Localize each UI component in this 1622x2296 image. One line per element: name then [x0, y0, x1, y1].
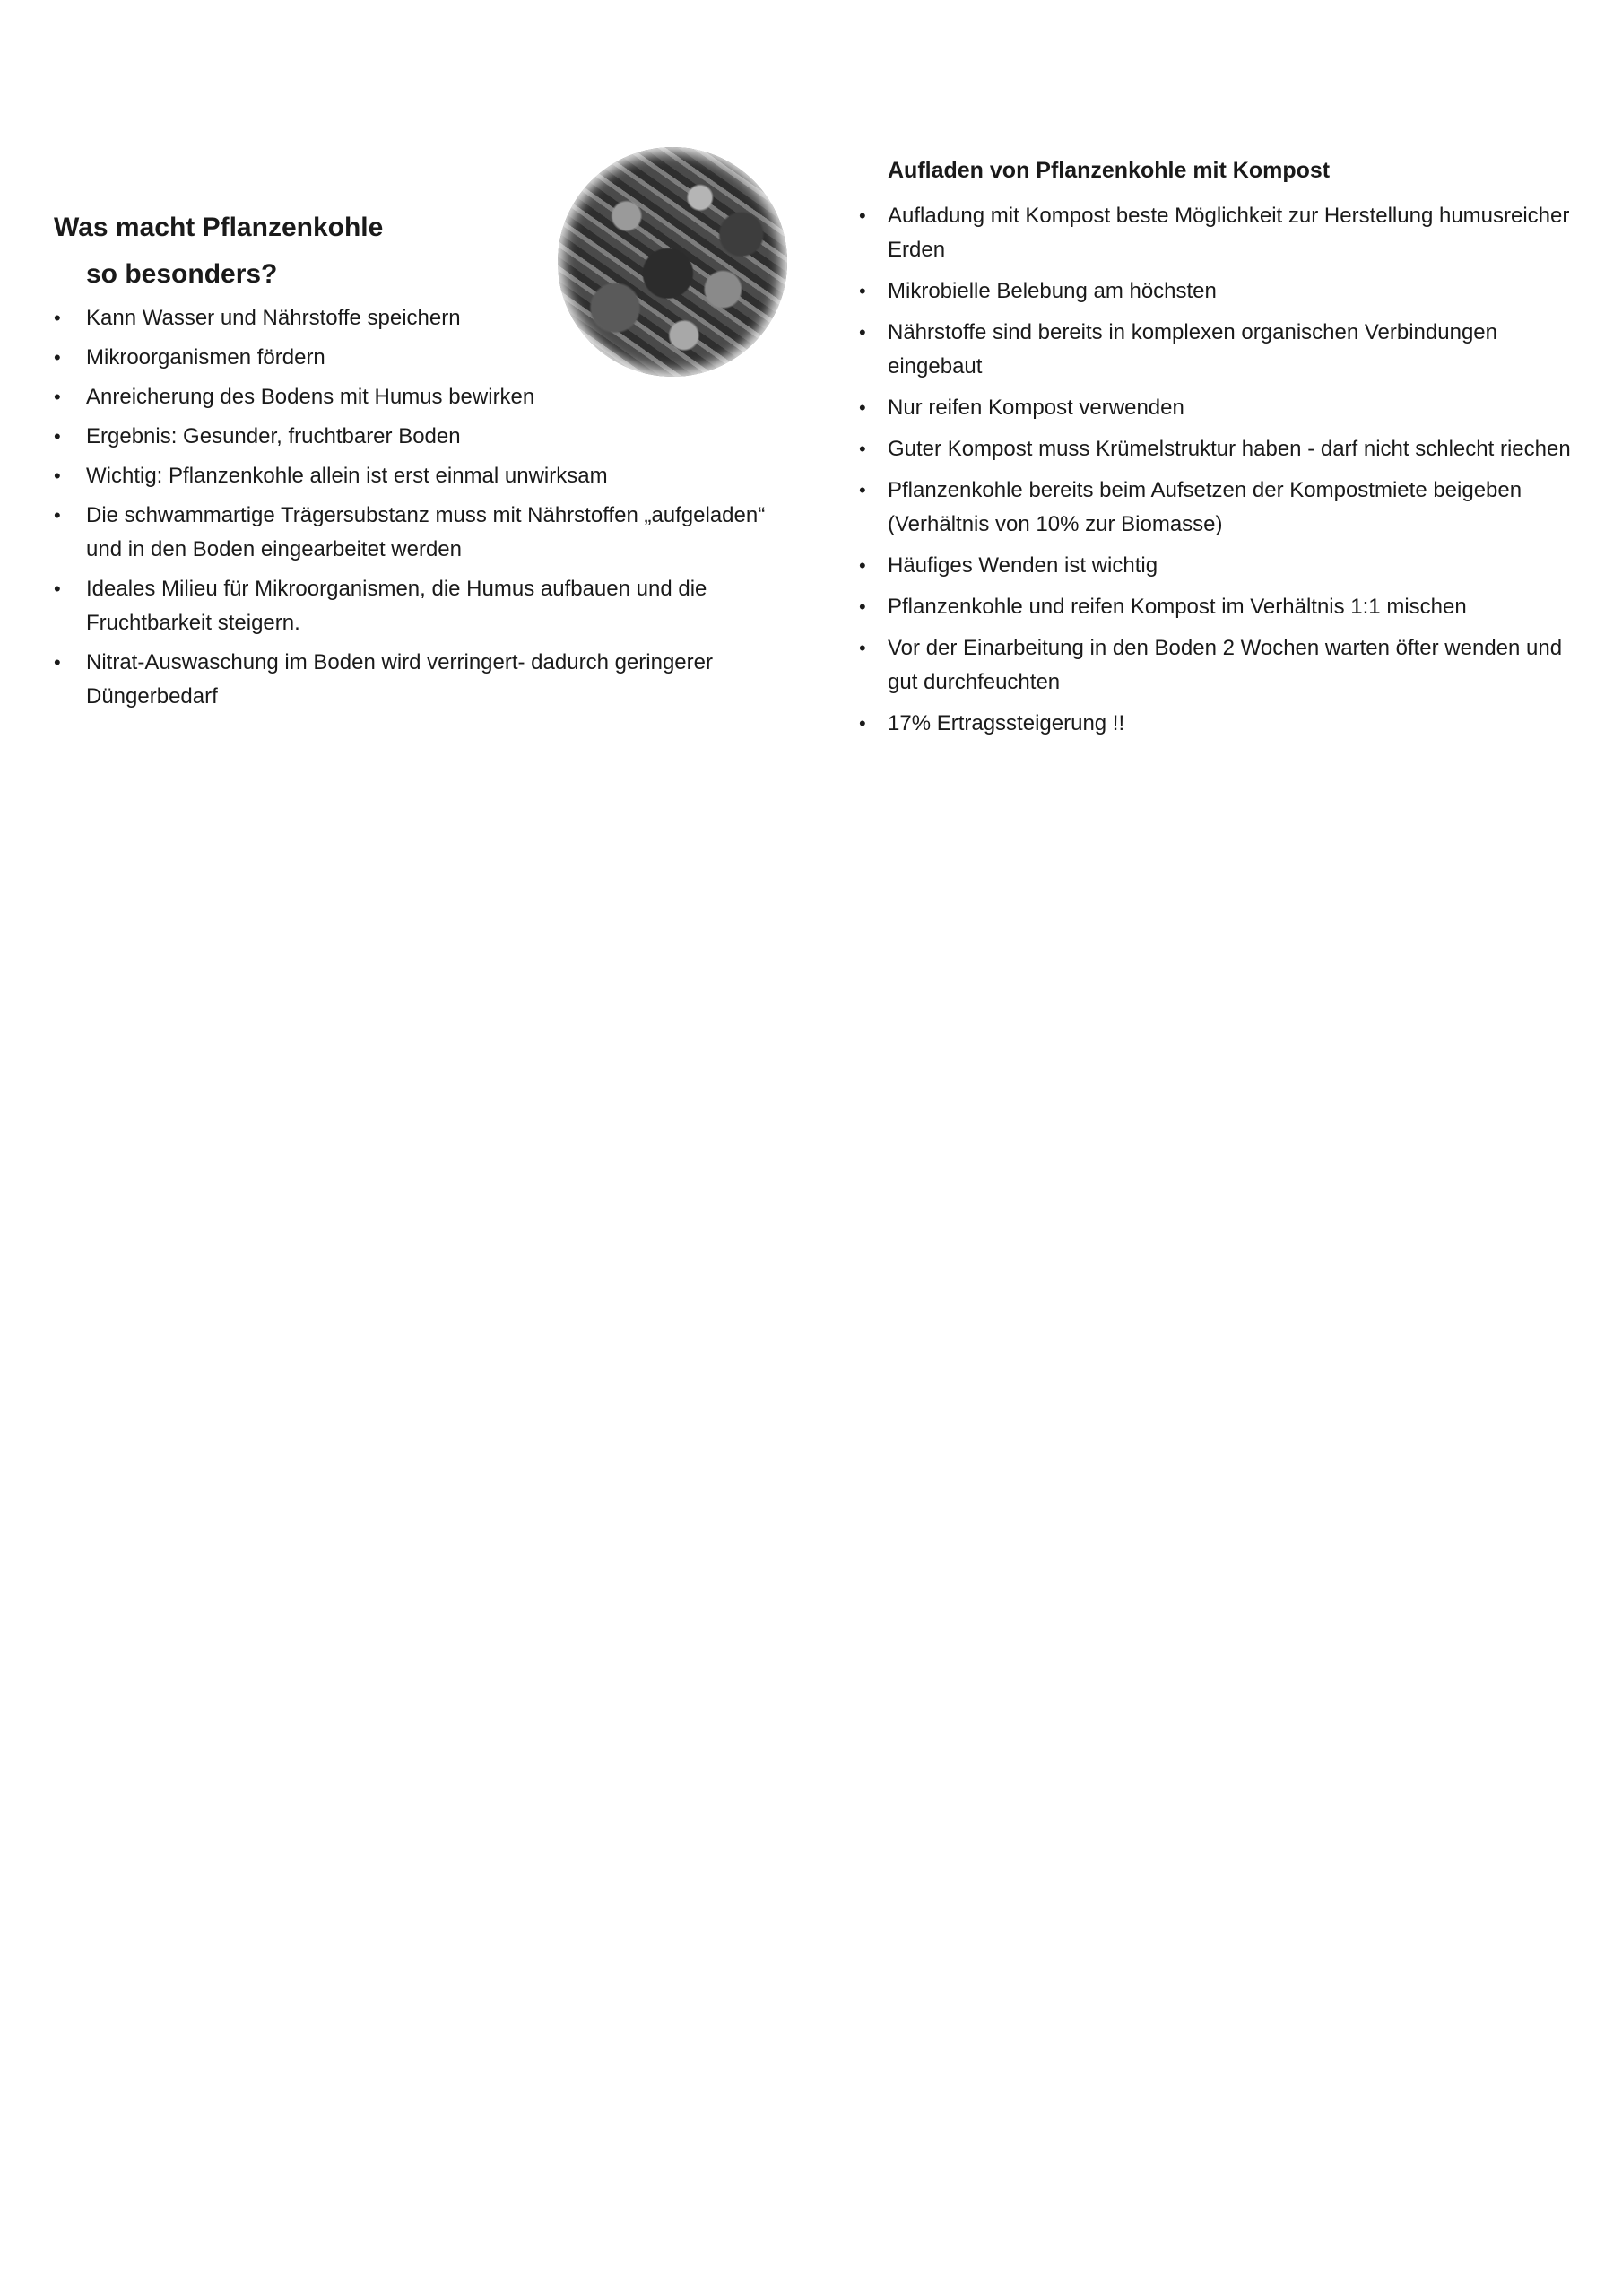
list-item: • Aufladung mit Kompost beste Möglichkeit zur Herstellung humusreicher Erden — [859, 199, 1594, 267]
right-heading: Aufladen von Pflanzenkohle mit Kompost — [888, 158, 1331, 183]
list-item: • 17% Ertragssteigerung !! — [859, 707, 1594, 741]
list-item: • Die schwammartige Trägersubstanz muss mit Nährstoffen „aufgeladen“ und in den Boden eingearbeitet werden — [54, 499, 789, 567]
list-item: • Anreicherung des Bodens mit Humus bewirken — [54, 380, 789, 414]
right-column — [859, 152, 1594, 748]
list-item: • Mikroorganismen fördern — [54, 341, 789, 375]
list-item: • Pflanzenkohle bereits beim Aufsetzen der Kompostmiete beigeben (Verhältnis von 10% zur Biomasse) — [859, 474, 1594, 542]
left-column — [54, 204, 789, 719]
list-item: • Ideales Milieu für Mikroorganismen, die Humus aufbauen und die Fruchtbarkeit steigern. — [54, 572, 789, 640]
list-item: • Ergebnis: Gesunder, fruchtbarer Boden — [54, 420, 789, 454]
list-item: • Nitrat-Auswaschung im Boden wird verringert- dadurch geringerer Düngerbedarf — [54, 646, 789, 714]
list-item: • Guter Kompost muss Krümelstruktur haben - darf nicht schlecht riechen — [859, 432, 1594, 466]
list-item: • Pflanzenkohle und reifen Kompost im Verhältnis 1:1 mischen — [859, 590, 1594, 624]
left-heading-line1: Was macht Pflanzenkohle — [54, 213, 384, 242]
list-item: • Vor der Einarbeitung in den Boden 2 Wochen warten öfter wenden und gut durchfeuchten — [859, 631, 1594, 700]
list-item: • Mikrobielle Belebung am höchsten — [859, 274, 1594, 309]
list-item: • Nährstoffe sind bereits in komplexen organischen Verbindungen eingebaut — [859, 316, 1594, 384]
list-item: • Häufiges Wenden ist wichtig — [859, 549, 1594, 583]
left-heading-line2: so besonders? — [86, 259, 278, 289]
right-bullet-list — [859, 199, 1594, 741]
left-bullet-list — [54, 301, 789, 714]
list-item: • Nur reifen Kompost verwenden — [859, 391, 1594, 425]
list-item: • Wichtig: Pflanzenkohle allein ist erst einmal unwirksam — [54, 459, 789, 493]
list-item: • Kann Wasser und Nährstoffe speichern — [54, 301, 789, 335]
